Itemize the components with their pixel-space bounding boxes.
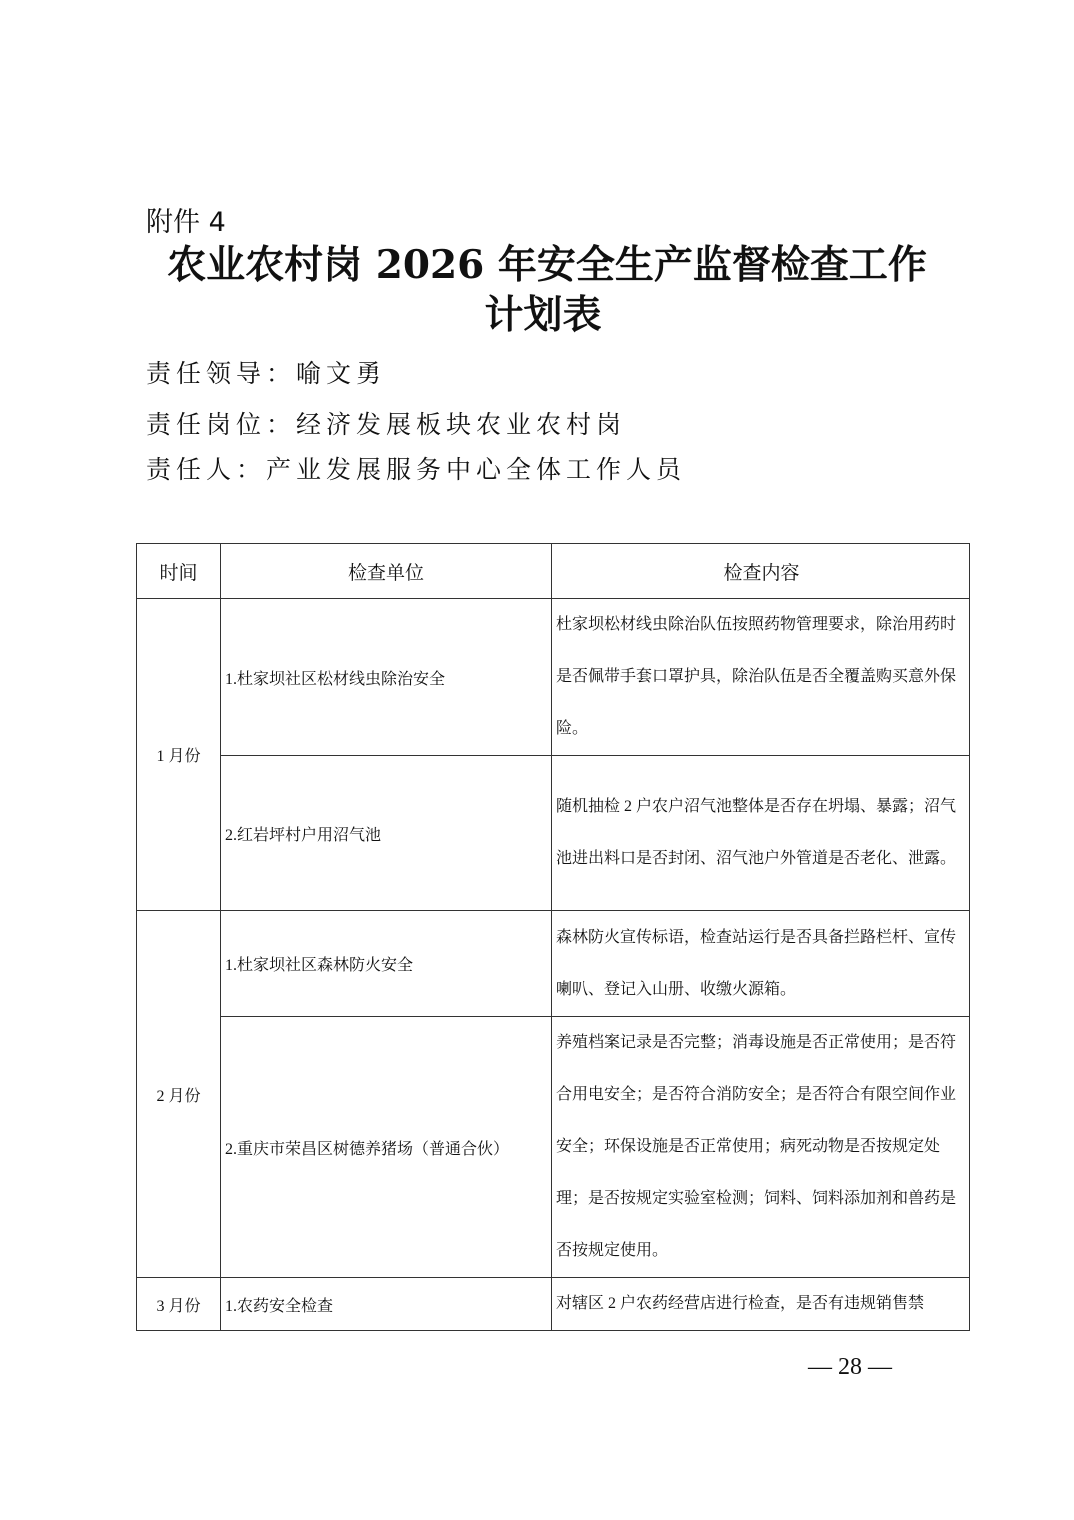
- time-cell: 1 月份: [137, 599, 221, 911]
- content-cell: 养殖档案记录是否完整；消毒设施是否正常使用；是否符合用电安全；是否符合消防安全；是否符合有限空间作业安全；环保设施是否正常使用；病死动物是否按规定处理；是否按规定实验室检测；饲料、饲料添加剂和兽药是否按规定使用。: [552, 1017, 970, 1278]
- responsible-post: 责任岗位：经济发展板块农业农村岗: [146, 410, 627, 439]
- document-title: [0, 240, 1074, 340]
- unit-cell: 1.杜家坝社区森林防火安全: [221, 911, 552, 1017]
- content-cell: 杜家坝松材线虫除治队伍按照药物管理要求，除治用药时是否佩带手套口罩护具，除治队伍是否全覆盖购买意外保险。: [552, 599, 970, 756]
- unit-cell: 2.重庆市荣昌区树德养猪场（普通合伙）: [221, 1017, 552, 1278]
- time-cell: 3 月份: [137, 1278, 221, 1331]
- unit-cell: 1.杜家坝社区松材线虫除治安全: [221, 599, 552, 756]
- table-row: [137, 599, 970, 756]
- unit-cell: 1.农药安全检查: [221, 1278, 552, 1331]
- table-row: [137, 1017, 970, 1278]
- header-unit: 检查单位: [221, 544, 552, 599]
- table-row: [137, 1278, 970, 1331]
- content-cell: 随机抽检 2 户农户沼气池整体是否存在坍塌、暴露；沼气池进出料口是否封闭、沼气池户外管道是否老化、泄露。: [552, 756, 970, 911]
- content-cell: 对辖区 2 户农药经营店进行检查，是否有违规销售禁: [552, 1278, 970, 1331]
- responsible-person: 责任人：产业发展服务中心全体工作人员: [146, 455, 687, 484]
- table-row: [137, 756, 970, 911]
- inspection-plan-table: [136, 543, 970, 1331]
- time-cell: 2 月份: [137, 911, 221, 1278]
- header-time: 时间: [137, 544, 221, 599]
- title-line-1: 农业农村岗 2026 年安全生产监督检查工作: [167, 242, 927, 288]
- attachment-label: 附件 4: [146, 207, 226, 238]
- title-line-2: 计划表: [484, 292, 602, 338]
- content-cell: 森林防火宣传标语，检查站运行是否具备拦路栏杆、宣传喇叭、登记入山册、收缴火源箱。: [552, 911, 970, 1017]
- unit-cell: 2.红岩坪村户用沼气池: [221, 756, 552, 911]
- table-header-row: [137, 544, 970, 599]
- responsible-leader: 责任领导：喻文勇: [146, 359, 387, 388]
- header-content: 检查内容: [552, 544, 970, 599]
- page-number: — 28 —: [808, 1354, 892, 1380]
- table-row: [137, 911, 970, 1017]
